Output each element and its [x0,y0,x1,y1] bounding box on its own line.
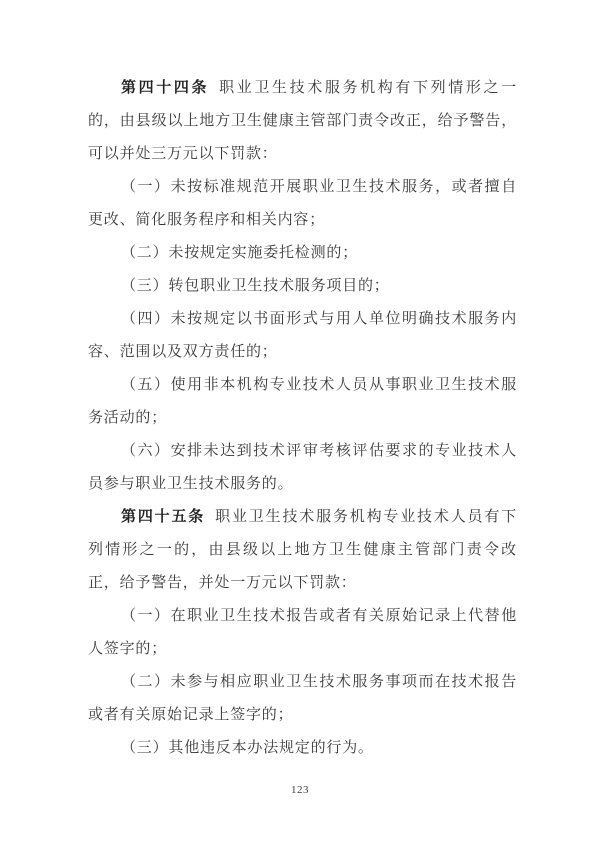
text-line [88,303,517,336]
line-text: （二）未参与相应职业卫生技术服务事项而在技术报告 [121,674,517,690]
article-number: 第四十四条 [121,80,210,96]
text-line [88,72,517,105]
text-line [88,633,517,666]
line-text: （五）使用非本机构专业技术人员从事职业卫生技术服 [121,377,517,393]
line-text: （一）未按标准规范开展职业卫生技术服务，或者擅自 [121,179,517,195]
text-line [88,369,517,402]
line-text: 务活动的； [88,410,168,426]
line-text: （三）转包职业卫生技术服务项目的； [121,278,390,294]
text-line [88,567,517,600]
line-text: （四）未按规定以书面形式与用人单位明确技术服务内 [121,311,517,327]
line-text: 容、范围以及双方责任的； [88,344,278,360]
text-line [88,732,517,765]
text-line [88,501,517,534]
text-line [88,468,517,501]
line-text: 可以并处三万元以下罚款： [88,146,278,162]
line-text: （二）未按规定实施委托检测的； [121,245,359,261]
page-number: 123 [291,784,309,796]
line-text: 正，给予警告，并处一万元以下罚款： [88,575,357,591]
text-line [88,270,517,303]
line-text: 的，由县级以上地方卫生健康主管部门责令改正，给予警告， [88,113,517,129]
line-text: 更改、简化服务程序和相关内容； [88,212,326,228]
line-text: 员参与职业卫生技术服务的。 [88,476,294,492]
text-line [88,204,517,237]
text-line [88,105,517,138]
line-text: （六）安排未达到技术评审考核评估要求的专业技术人 [121,443,517,459]
text-line [88,402,517,435]
line-text: 职业卫生技术服务机构有下列情形之一 [219,80,517,96]
line-text: 列情形之一的，由县级以上地方卫生健康主管部门责令改 [88,542,517,558]
text-line [88,336,517,369]
line-text: （一）在职业卫生技术报告或者有关原始记录上代替他 [121,608,517,624]
document-text-block [88,72,517,765]
text-line [88,534,517,567]
line-text: 职业卫生技术服务机构专业技术人员有下 [215,509,517,525]
line-text: 人签字的； [88,641,168,657]
text-line [88,237,517,270]
line-text: （三）其他违反本办法规定的行为。 [121,740,374,756]
article-number: 第四十五条 [121,509,206,525]
text-line [88,435,517,468]
text-line [88,138,517,171]
text-line [88,666,517,699]
line-text: 或者有关原始记录上签字的； [88,707,294,723]
text-line [88,171,517,204]
text-line [88,699,517,732]
text-line [88,600,517,633]
